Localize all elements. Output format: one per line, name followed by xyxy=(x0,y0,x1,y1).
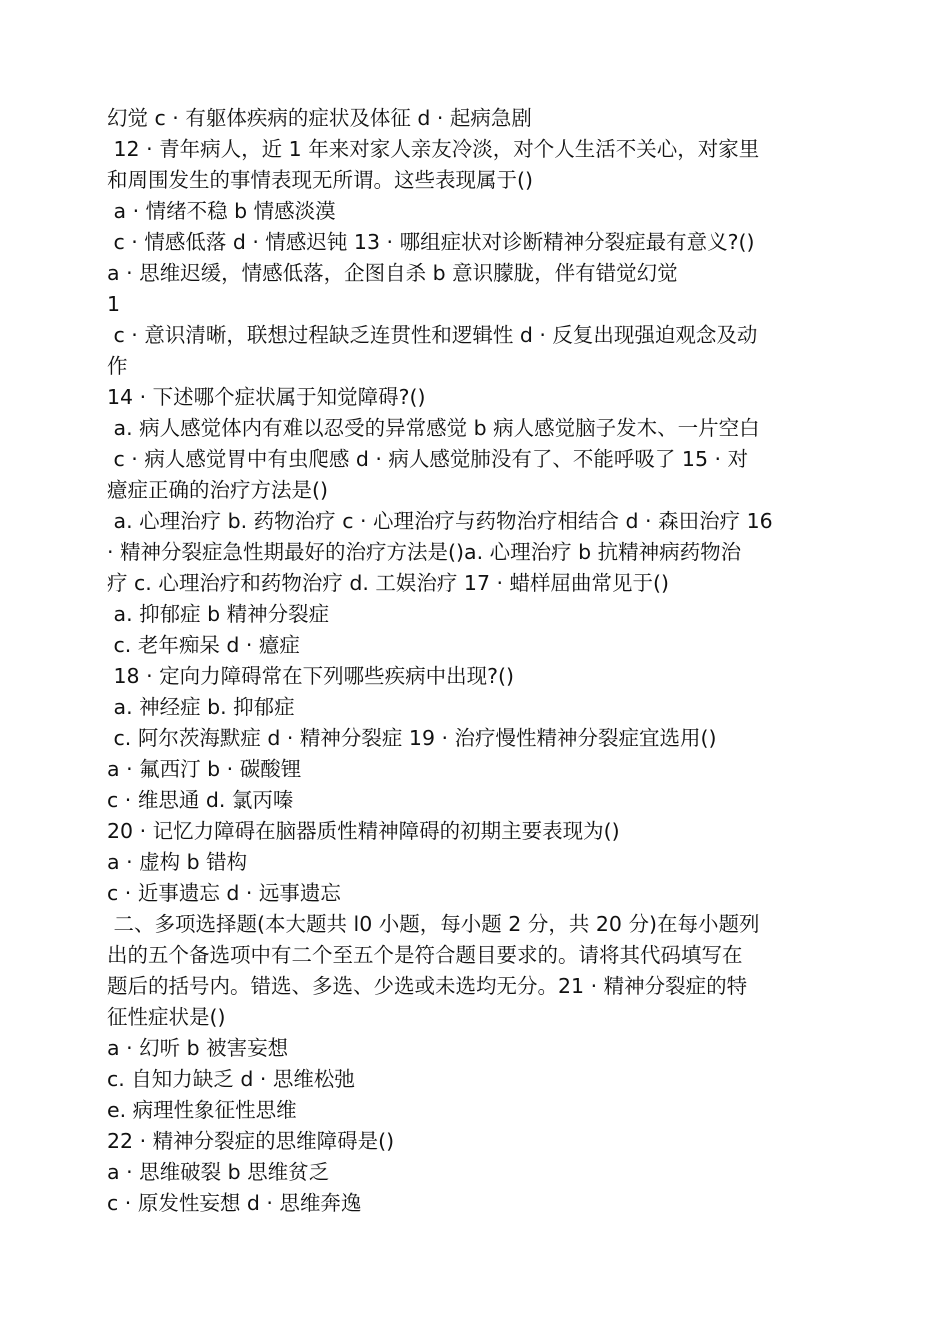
text-line: e. 病理性象征性思维 xyxy=(107,1098,297,1122)
text-line: · 精神分裂症急性期最好的治疗方法是()a. 心理治疗 b 抗精神病药物治 xyxy=(107,540,742,564)
text-line: a · 幻听 b 被害妄想 xyxy=(107,1036,289,1060)
text-line: c. 自知力缺乏 d · 思维松弛 xyxy=(107,1067,355,1091)
text-line: c · 原发性妄想 d · 思维奔逸 xyxy=(107,1191,362,1215)
text-line: 12 · 青年病人，近 1 年来对家人亲友冷淡，对个人生活不关心，对家里 xyxy=(107,137,760,161)
text-line: a · 思维迟缓，情感低落，企图自杀 b 意识朦胧，伴有错觉幻觉 xyxy=(107,261,678,285)
text-line: 癔症正确的治疗方法是() xyxy=(107,478,328,502)
text-line: a. 病人感觉体内有难以忍受的异常感觉 b 病人感觉脑子发木、一片空白 xyxy=(107,416,760,440)
text-line: 22 · 精神分裂症的思维障碍是() xyxy=(107,1129,395,1153)
text-line: c. 阿尔茨海默症 d · 精神分裂症 19 · 治疗慢性精神分裂症宜选用() xyxy=(107,726,717,750)
document-text xyxy=(107,103,847,1219)
text-line: 14 · 下述哪个症状属于知觉障碍?() xyxy=(107,385,426,409)
text-line: 18 · 定向力障碍常在下列哪些疾病中出现?() xyxy=(107,664,515,688)
text-line: c · 意识清晰，联想过程缺乏连贯性和逻辑性 d · 反复出现强迫观念及动 xyxy=(107,323,758,347)
text-line: c · 情感低落 d · 情感迟钝 13 · 哪组症状对诊断精神分裂症最有意义?() xyxy=(107,230,755,254)
text-line: a · 虚构 b 错构 xyxy=(107,850,248,874)
text-line: a. 心理治疗 b. 药物治疗 c · 心理治疗与药物治疗相结合 d · 森田治疗 16 xyxy=(107,509,773,533)
text-line: 出的五个备选项中有二个至五个是符合题目要求的。请将其代码填写在 xyxy=(107,943,743,967)
text-line: c. 老年痴呆 d · 癔症 xyxy=(107,633,300,657)
text-line: 题后的括号内。错选、多选、少选或未选均无分。21 · 精神分裂症的特 xyxy=(107,974,748,998)
text-line: a · 氟西汀 b · 碳酸锂 xyxy=(107,757,302,781)
text-line: c · 维思通 d. 氯丙嗪 xyxy=(107,788,294,812)
text-line: a · 思维破裂 b 思维贫乏 xyxy=(107,1160,330,1184)
text-line: 二、多项选择题(本大题共 l0 小题，每小题 2 分，共 20 分)在每小题列 xyxy=(107,912,760,936)
text-line: 幻觉 c · 有躯体疾病的症状及体征 d · 起病急剧 xyxy=(107,106,532,130)
text-line: 和周围发生的事情表现无所谓。这些表现属于() xyxy=(107,168,533,192)
text-line: 1 xyxy=(107,292,121,316)
text-line: 作 xyxy=(107,354,128,378)
text-line: 20 · 记忆力障碍在脑器质性精神障碍的初期主要表现为() xyxy=(107,819,620,843)
text-line: a · 情绪不稳 b 情感淡漠 xyxy=(107,199,336,223)
text-line: a. 神经症 b. 抑郁症 xyxy=(107,695,295,719)
text-line: 疗 c. 心理治疗和药物治疗 d. 工娱治疗 17 · 蜡样屈曲常见于() xyxy=(107,571,670,595)
text-line: c · 近事遗忘 d · 远事遗忘 xyxy=(107,881,341,905)
text-line: 征性症状是() xyxy=(107,1005,226,1029)
text-line: c · 病人感觉胃中有虫爬感 d · 病人感觉肺没有了、不能呼吸了 15 · 对 xyxy=(107,447,749,471)
text-line: a. 抑郁症 b 精神分裂症 xyxy=(107,602,330,626)
